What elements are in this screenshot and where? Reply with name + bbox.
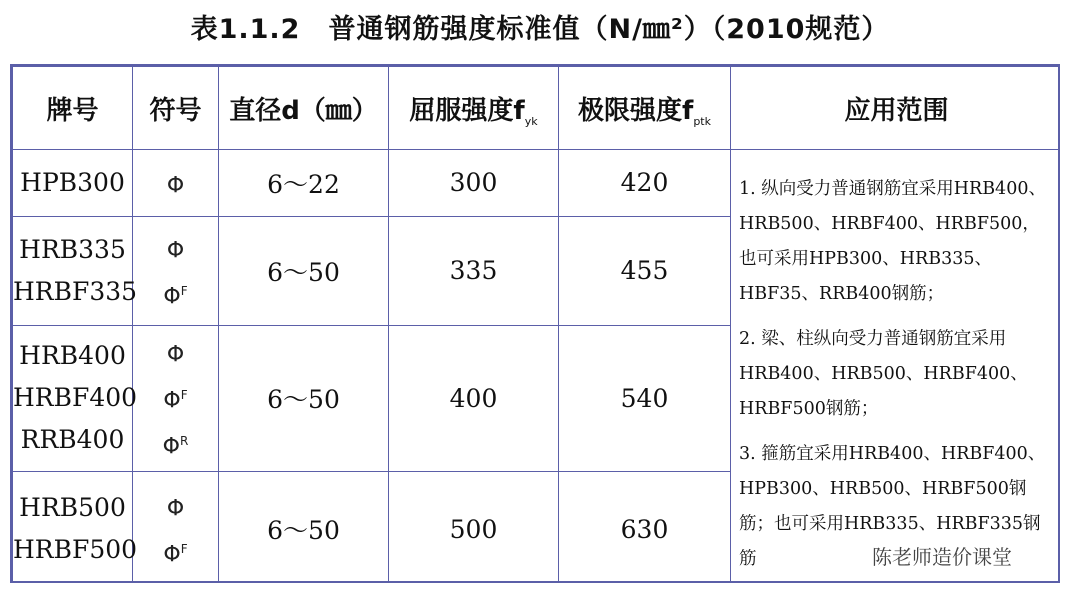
grade-name: HRB500 [19, 493, 126, 523]
watermark-text: 陈老师造价课堂 [864, 540, 1020, 575]
header-diameter: 直径d（㎜） [219, 67, 389, 150]
rebar-symbol: Φ [166, 342, 185, 368]
rebar-symbol: Φ [166, 237, 185, 263]
yield-cell: 500 [389, 471, 559, 583]
grade-name: HPB300 [20, 167, 125, 197]
table-row [13, 150, 1061, 217]
grade-name: HRBF335 [13, 276, 138, 306]
grade-cell [13, 325, 138, 471]
strength-table [10, 64, 1060, 583]
grade-name: HRB400 [19, 341, 126, 371]
ultimate-cell: 630 [559, 471, 731, 583]
header-application: 应用范围 [731, 67, 1061, 150]
application-item: 1. 纵向受力普通钢筋宜采用HRB400、HRB500、HRBF400、HRBF500，也可采用HPB300、HRB335、HBF35、RRB400钢筋； [739, 179, 1046, 304]
diameter-cell: 6～50 [219, 471, 389, 583]
header-grade: 牌号 [13, 67, 133, 150]
diameter-cell: 6～22 [219, 150, 389, 217]
application-cell [731, 150, 1061, 584]
yield-cell: 400 [389, 325, 559, 471]
table-title: 表1.1.2 普通钢筋强度标准值（N/㎜²）（2010规范） [190, 14, 890, 45]
symbol-cell [133, 216, 219, 325]
ultimate-cell: 420 [559, 150, 731, 217]
grade-cell [13, 216, 138, 325]
rebar-symbol: Φ [166, 173, 185, 199]
yield-cell: 335 [389, 216, 559, 325]
grade-name: HRB335 [19, 234, 126, 264]
rebar-symbol: $\Phi^F$ [163, 283, 188, 310]
header-ultimate: 极限强度$f_{ptk}$ [559, 67, 731, 150]
symbol-cell [133, 471, 219, 583]
grade-name: HRBF400 [13, 383, 138, 413]
header-yield: 屈服强度$f_{yk}$ [389, 67, 559, 150]
header-row [13, 67, 1061, 150]
diameter-cell: 6～50 [219, 325, 389, 471]
header-symbol: 符号 [133, 67, 219, 150]
grade-cell [13, 471, 138, 583]
application-item: 2. 梁、柱纵向受力普通钢筋宜采用HRB400、HRB500、HRBF400、HRBF500钢筋； [739, 329, 1028, 419]
rebar-symbol: $\Phi^R$ [162, 434, 189, 460]
symbol-cell [133, 325, 219, 471]
grade-name: HRBF500 [13, 535, 138, 565]
symbol-cell [133, 150, 219, 217]
ultimate-cell: 540 [559, 325, 731, 471]
rebar-symbol: Φ [166, 496, 185, 522]
rebar-symbol: $\Phi^F$ [163, 542, 188, 568]
grade-cell [13, 150, 133, 217]
rebar-symbol: $\Phi^F$ [163, 388, 188, 414]
diameter-cell: 6～50 [219, 216, 389, 325]
grade-name: RRB400 [20, 425, 125, 455]
yield-cell: 300 [389, 150, 559, 217]
ultimate-cell: 455 [559, 216, 731, 325]
application-item: 3. 箍筋宜采用HRB400、HRBF400、HPB300、HRB500、HRBF500钢筋；也可采用HRB335、HRBF335钢筋 [739, 444, 1046, 569]
